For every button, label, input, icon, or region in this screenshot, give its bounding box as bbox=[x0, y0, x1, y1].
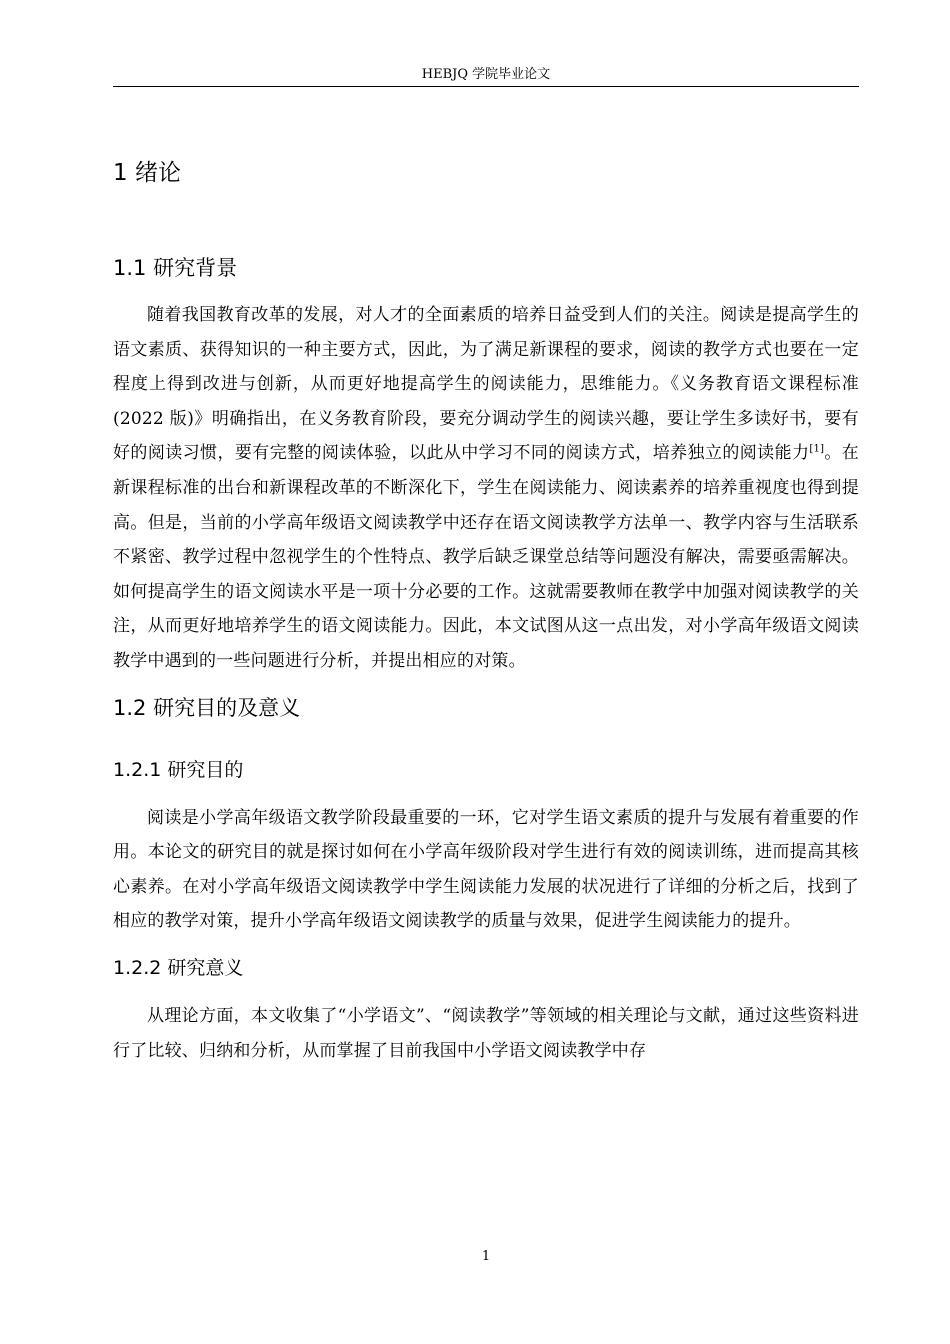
citation-marker: [1] bbox=[809, 443, 825, 455]
subsection-heading-1-2-2: 1.2.2 研究意义 bbox=[113, 956, 244, 979]
section-heading-1-2: 1.2 研究目的及意义 bbox=[113, 695, 301, 720]
spacer bbox=[113, 939, 859, 952]
page-number: 1 bbox=[481, 1249, 491, 1264]
spacer bbox=[113, 725, 859, 754]
spacer bbox=[113, 984, 859, 999]
paragraph-research-purpose: 阅读是小学高年级语文教学阶段最重要的一环，它对学生语文素质的提升与发展有着重要的作用。本论文的研究目的就是探讨如何在小学高年级阶段对学生进行有效的阅读训练，进而提高其核心素养。在对小学高年级语文阅读教学中学生阅读能力发展的状况进行了详细的分析之后，找到了相应的教学对策，提升小学高年级语文阅读教学的质量与效果，促进学生阅读能力的提升。 bbox=[113, 807, 859, 932]
spacer bbox=[113, 786, 859, 801]
main-content bbox=[113, 155, 859, 1068]
spacer bbox=[113, 191, 859, 251]
header-divider bbox=[113, 86, 859, 87]
page-header: HEBJQ 学院毕业论文 bbox=[421, 67, 551, 82]
paragraph-research-significance: 从理论方面，本文收集了“小学语文”、“阅读教学”等领域的相关理论与文献，通过这些资料进行了比较、归纳和分析，从而掌握了目前我国中小学语文阅读教学中存 bbox=[113, 1005, 859, 1061]
paragraph-text: 。在新课程标准的出台和新课程改革的不断深化下，学生在阅读能力、阅读素养的培养重视度也得到提高。但是，当前的小学高年级语文阅读教学中还存在语文阅读教学方法单一、教学内容与生活联系不紧密、教学过程中忽视学生的个性特点、教学后缺乏课堂总结等问题没有解决，需要亟需解决。如何提高学生的语文阅读水平是一项十分必要的工作。这就需要教师在教学中加强对阅读教学的关注，从而更好地培养学生的语文阅读能力。因此，本文试图从这一点出发，对小学高年级语文阅读教学中遇到的一些问题进行分析，并提出相应的对策。 bbox=[113, 443, 859, 671]
spacer bbox=[113, 679, 859, 691]
paragraph-research-background bbox=[113, 298, 859, 679]
paragraph-text: 随着我国教育改革的发展，对人才的全面素质的培养日益受到人们的关注。阅读是提高学生的语文素质、获得知识的一种主要方式，因此，为了满足新课程的要求，阅读的教学方式也要在一定程度上得到改进与创新，从而更好地提高学生的阅读能力，思维能力。《义务教育语文课程标准(2022 版)》明确指出，在义务教育阶段，要充分调动学生的阅读兴趣，要让学生多读好书，要有好的阅读习惯，要有完整的阅读体验，以此从中学习不同的阅读方式，培养独立的阅读能力 bbox=[113, 305, 859, 464]
chapter-heading: 1 绪论 bbox=[113, 160, 181, 186]
spacer bbox=[113, 285, 859, 298]
subsection-heading-1-2-1: 1.2.1 研究目的 bbox=[113, 758, 244, 781]
section-heading-1-1: 1.1 研究背景 bbox=[113, 256, 238, 280]
